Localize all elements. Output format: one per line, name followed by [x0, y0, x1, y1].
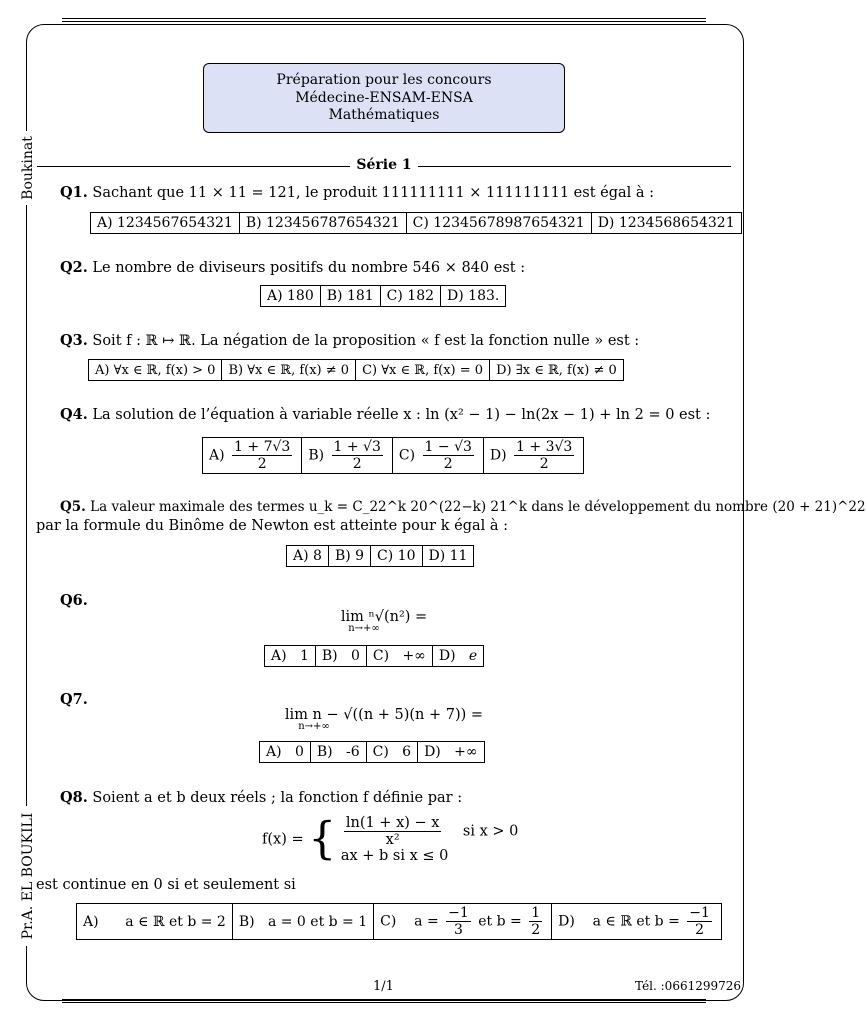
q5-text-line1: La valeur maximale des termes u_k = C_22^k 20^(22−k) 21^k dans le développement du nombre (20 + 21)^22	[90, 499, 866, 515]
q8-label: Q8.	[60, 789, 88, 806]
q8-after-text: est continue en 0 si et seulement si	[36, 877, 296, 893]
q4-a-den: 2	[257, 456, 267, 472]
q4-option-b-letter: B)	[308, 447, 325, 464]
q8-c-pre: a =	[414, 913, 439, 930]
q7-d-letter: D)	[424, 744, 441, 760]
q5-option-a[interactable]: A) 8	[287, 546, 329, 567]
header-line1: Préparation pour les concours	[276, 72, 492, 88]
q3-option-b[interactable]: B) ∀x ∈ ℝ, f(x) ≠ 0	[222, 360, 356, 381]
q4-option-b-fraction	[332, 439, 383, 472]
header-box	[203, 63, 565, 133]
q4-option-a-fraction	[232, 439, 292, 472]
q2-statement	[60, 259, 525, 276]
q7-option-d[interactable]	[418, 742, 484, 763]
q8-case2: ax + b si x ≤ 0	[340, 848, 449, 864]
q5-statement-line2: par la formule du Binôme de Newton est atteinte pour k égal à :	[36, 518, 509, 534]
q4-option-d[interactable]	[483, 438, 583, 474]
q8-option-a[interactable]	[77, 904, 233, 940]
q8-case1-den: x²	[385, 832, 400, 848]
q8-c-den1: 3	[454, 922, 463, 938]
q6-option-a[interactable]	[265, 646, 316, 667]
q7-b-letter: B)	[316, 744, 333, 760]
q1-label: Q1.	[60, 184, 88, 201]
q8-case1-cond: si x > 0	[462, 823, 519, 840]
q8-statement	[60, 789, 462, 806]
q5-option-c[interactable]: C) 10	[371, 546, 422, 567]
q4-option-a-letter: A)	[209, 447, 225, 464]
q6-c-letter: C)	[372, 648, 390, 664]
q6-option-c[interactable]	[366, 646, 432, 667]
q4-options	[202, 437, 584, 474]
q6-d-value: e	[468, 648, 478, 664]
footer-phone: Tél. :0661299726	[635, 979, 742, 993]
q6-c-value: +∞	[402, 648, 426, 664]
q1-option-c[interactable]: C) 12345678987654321	[406, 213, 591, 234]
q1-option-b[interactable]: B) 123456787654321	[239, 213, 406, 234]
q4-d-num: 1 + 3√3	[516, 439, 573, 455]
page-number: 1/1	[373, 979, 394, 994]
q8-c-fraction-2	[529, 905, 542, 938]
q4-b-den: 2	[352, 456, 362, 472]
q8-fx: f(x) =	[262, 831, 304, 848]
q8-text: Soient a et b deux réels ; la fonction f définie par :	[92, 790, 463, 806]
q1-option-a[interactable]: A) 1234567654321	[91, 213, 240, 234]
q8-a-value: a ∈ ℝ et b = 2	[125, 913, 226, 930]
q8-b-letter: B)	[238, 913, 255, 930]
q2-option-c[interactable]: C) 182	[380, 286, 440, 307]
q1-statement	[60, 184, 654, 201]
q8-brace-icon: {	[308, 813, 337, 865]
q8-cases	[341, 815, 519, 864]
q6-b-value: 0	[350, 648, 360, 664]
q8-options	[76, 903, 722, 940]
q7-c-value: 6	[402, 744, 412, 760]
q2-option-a[interactable]: A) 180	[261, 286, 321, 307]
q4-option-d-letter: D)	[489, 447, 507, 464]
q8-d-pre: a ∈ ℝ et b =	[592, 913, 680, 930]
q7-b-value: -6	[345, 744, 360, 760]
bottom-rule-1	[62, 999, 706, 1000]
q4-d-den: 2	[539, 456, 549, 472]
q8-c-num2: 1	[531, 905, 541, 921]
q8-piecewise	[262, 815, 518, 864]
q4-c-den: 2	[443, 456, 453, 472]
q6-option-d[interactable]	[432, 646, 483, 667]
q6-b-letter: B)	[321, 648, 338, 664]
q1-options	[90, 212, 742, 234]
q7-option-a[interactable]	[260, 742, 311, 763]
q3-statement	[60, 332, 639, 349]
q7-label: Q7.	[60, 691, 88, 708]
q5-option-d[interactable]: D) 11	[422, 546, 474, 567]
header-line3: Mathématiques	[328, 107, 440, 123]
q7-options	[259, 741, 485, 763]
q6-a-letter: A)	[271, 648, 287, 664]
q8-case1-num: ln(1 + x) − x	[345, 815, 440, 831]
q8-c-fraction-1	[446, 905, 471, 938]
top-rule-2	[62, 21, 706, 22]
q6-formula-text: lim ⁿ√(n²) =	[340, 609, 428, 625]
q8-option-b[interactable]	[232, 904, 373, 940]
q8-case1-fraction	[344, 815, 442, 848]
q6-options	[264, 645, 484, 667]
sidebar-top-text: Boukinat	[20, 131, 36, 205]
serie-label: Série 1	[350, 157, 417, 173]
q8-a-letter: A)	[83, 913, 99, 930]
q3-text: Soit f : ℝ ↦ ℝ. La négation de la proposition « f est la fonction nulle » est :	[92, 333, 640, 349]
q5-options	[286, 545, 474, 567]
q2-text: Le nombre de diviseurs positifs du nombre 546 × 840 est :	[92, 260, 526, 276]
q4-b-num: 1 + √3	[333, 439, 381, 455]
q6-option-b[interactable]	[315, 646, 366, 667]
bottom-rule-2	[62, 1002, 706, 1003]
q7-a-value: 0	[294, 744, 304, 760]
q4-statement	[60, 406, 710, 423]
q8-c-letter: C)	[380, 913, 397, 930]
q7-option-c[interactable]	[366, 742, 417, 763]
q4-text: La solution de l’équation à variable réelle x : ln (x² − 1) − ln(2x − 1) + ln 2 = 0 est :	[92, 407, 711, 423]
q6-a-value: 1	[299, 648, 309, 664]
q8-c-num1: −1	[448, 905, 469, 921]
q4-c-num: 1 − √3	[424, 439, 472, 455]
q5-option-b[interactable]: B) 9	[328, 546, 370, 567]
q8-option-c[interactable]	[374, 904, 552, 940]
q7-c-letter: C)	[372, 744, 389, 760]
q2-option-b[interactable]: B) 181	[320, 286, 380, 307]
q8-d-den: 2	[695, 922, 705, 938]
q7-statement	[60, 691, 88, 708]
q3-label: Q3.	[60, 332, 88, 349]
q4-option-b[interactable]	[302, 438, 393, 474]
q8-d-num: −1	[689, 905, 710, 921]
q4-label: Q4.	[60, 406, 88, 423]
q2-options	[260, 285, 506, 307]
q7-formula	[0, 707, 768, 732]
q5-label: Q5.	[60, 499, 86, 515]
q8-c-den2: 2	[531, 922, 541, 938]
q2-label: Q2.	[60, 259, 88, 276]
q1-option-d[interactable]: D) 1234568654321	[591, 213, 741, 234]
q6-d-letter: D)	[438, 648, 456, 664]
q6-limit-sub: n→+∞	[348, 623, 380, 634]
q7-limit-sub: n→+∞	[298, 721, 330, 732]
q4-option-a[interactable]	[203, 438, 302, 474]
q7-option-b[interactable]	[310, 742, 366, 763]
q4-a-num: 1 + 7√3	[234, 439, 291, 455]
q3-options	[88, 359, 624, 381]
header-line2: Médecine-ENSAM-ENSA	[295, 89, 473, 106]
q7-d-value: +∞	[454, 744, 478, 760]
serie-title	[0, 157, 768, 173]
sidebar-bottom-text: Pr.A. EL BOUKILI	[20, 806, 36, 946]
q3-option-d[interactable]: D) ∃x ∈ ℝ, f(x) ≠ 0	[490, 360, 624, 381]
q8-c-mid: et b =	[478, 913, 522, 930]
q6-statement	[60, 592, 88, 609]
q2-option-d[interactable]: D) 183.	[441, 286, 506, 307]
q6-formula	[0, 609, 768, 634]
q7-a-letter: A)	[266, 744, 282, 760]
q4-option-c-fraction	[423, 439, 474, 472]
q8-option-d[interactable]	[552, 904, 722, 940]
q8-b-value: a = 0 et b = 1	[267, 913, 368, 930]
q4-option-c-letter: C)	[398, 447, 416, 464]
q6-label: Q6.	[60, 592, 88, 609]
top-rule-1	[62, 18, 706, 19]
q8-d-letter: D)	[558, 913, 575, 930]
q7-formula-text: lim n − √((n + 5)(n + 7)) =	[284, 707, 484, 723]
q8-case1	[341, 815, 519, 848]
q8-d-fraction	[687, 905, 712, 938]
q3-option-a[interactable]: A) ∀x ∈ ℝ, f(x) > 0	[89, 360, 222, 381]
q5-statement	[60, 499, 866, 515]
q4-option-c[interactable]	[392, 438, 483, 474]
q3-option-c[interactable]: C) ∀x ∈ ℝ, f(x) = 0	[356, 360, 490, 381]
q4-option-d-fraction	[514, 439, 574, 472]
q1-text: Sachant que 11 × 11 = 121, le produit 111111111 × 111111111 est égal à :	[92, 185, 655, 201]
